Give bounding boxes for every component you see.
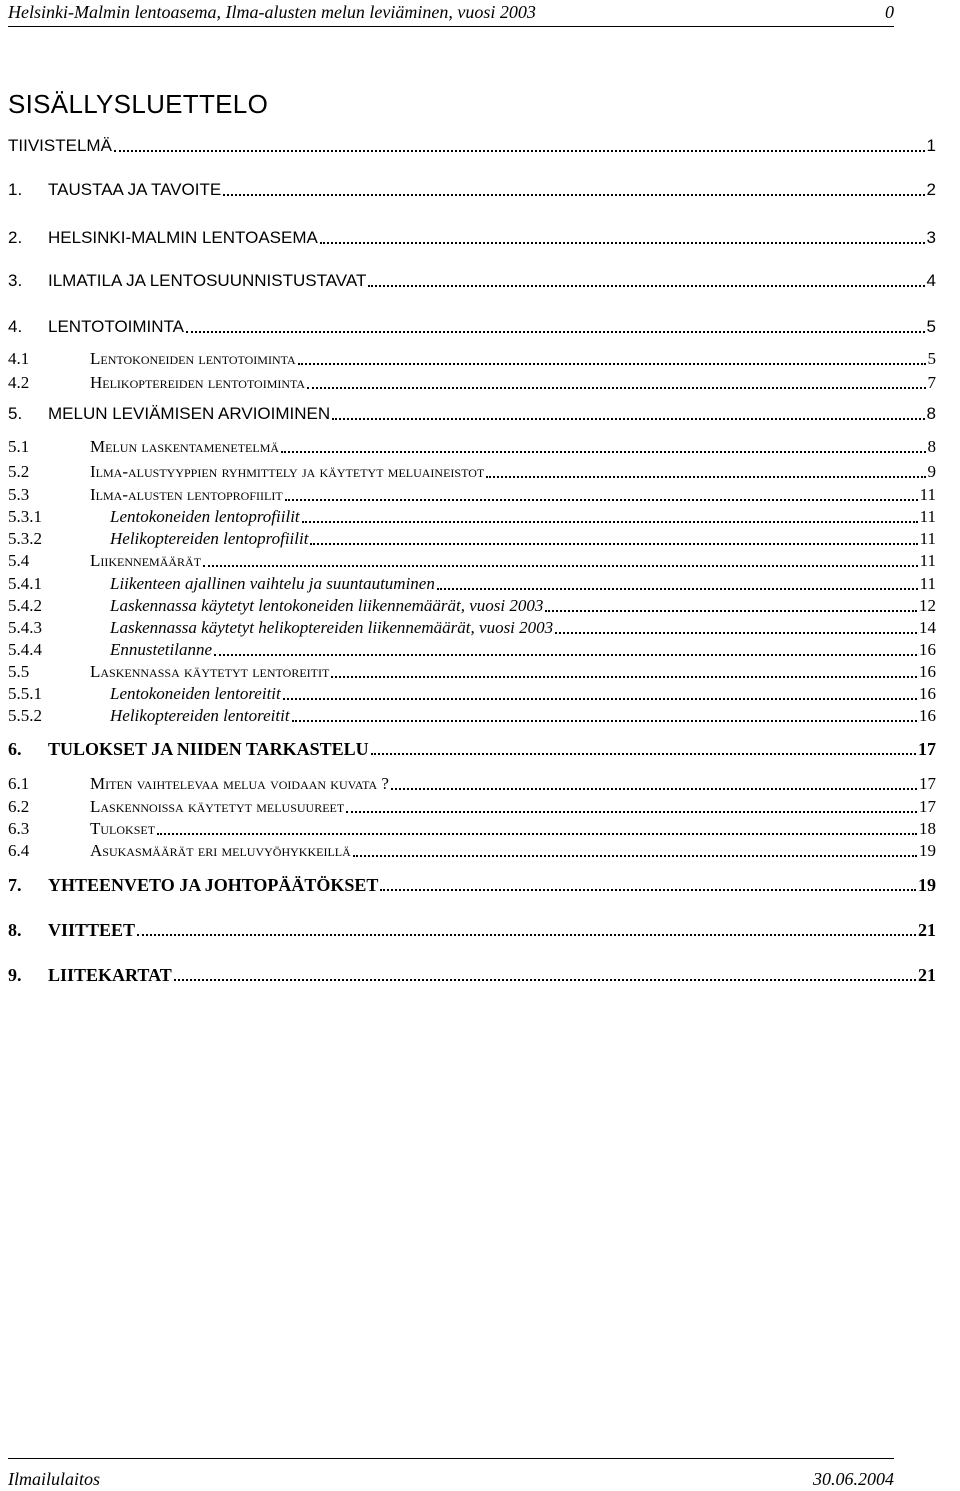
toc-entry-number: 4.1: [8, 349, 30, 368]
toc-entry-number: 5.2: [8, 462, 30, 481]
toc-entry-text: Tulokset: [90, 819, 156, 838]
toc-entry[interactable]: [8, 228, 936, 248]
toc-entry[interactable]: [8, 136, 936, 156]
toc-entry[interactable]: [8, 507, 936, 527]
toc-entry-text: Helikoptereiden lentotoiminta: [90, 373, 306, 392]
toc-entry-page: 16: [919, 662, 936, 681]
toc-entry-page: 19: [918, 875, 936, 895]
toc-entry-number: 7.: [8, 875, 22, 895]
toc-entry[interactable]: [8, 404, 936, 424]
toc-entry[interactable]: [8, 640, 936, 660]
toc-entry-text: Melun laskentamenetelmä: [90, 437, 280, 456]
header-page-number: 0: [885, 2, 894, 22]
toc-title: SISÄLLYSLUETTELO: [8, 89, 269, 119]
toc-entry-number: 5.5.2: [8, 706, 42, 725]
toc-entry[interactable]: [8, 920, 936, 940]
page-footer: [8, 1458, 894, 1489]
toc-entry-text: Helikoptereiden lentoprofiilit: [110, 529, 309, 548]
toc-entry-page: 21: [918, 965, 936, 985]
toc-entry[interactable]: [8, 739, 936, 759]
toc-entry[interactable]: [8, 706, 936, 726]
toc-entry-number: 5.5: [8, 662, 30, 681]
toc-entry[interactable]: [8, 574, 936, 594]
toc-entry-text: Laskennassa käytetyt lentokoneiden liikennemäärät, vuosi 2003: [110, 596, 544, 615]
toc-entry-number: 5.1: [8, 437, 30, 456]
toc-entry-text: TIIVISTELMÄ: [8, 136, 112, 155]
toc-entry-text: Liikennemäärät: [90, 551, 202, 570]
toc-entry[interactable]: [8, 684, 936, 704]
document-title: Helsinki-Malmin lentoasema, Ilma-alusten melun leviäminen, vuosi 2003: [8, 2, 536, 22]
toc-entry[interactable]: [8, 618, 936, 638]
toc-entry-page: 21: [918, 920, 936, 940]
toc-entry[interactable]: [8, 662, 936, 682]
toc-entry-number: 8.: [8, 920, 22, 940]
toc-entry[interactable]: [8, 271, 936, 291]
toc-entry-number: 5.3: [8, 485, 30, 504]
toc-entry[interactable]: [8, 485, 936, 505]
toc-entry-page: 3: [926, 228, 936, 247]
toc-entry[interactable]: [8, 965, 936, 985]
toc-entry-page: 17: [918, 739, 936, 759]
toc-entry-page: 2: [926, 180, 936, 199]
footer-organization: Ilmailulaitos: [8, 1469, 101, 1489]
toc-entry[interactable]: [8, 875, 936, 895]
toc-entry-page: 8: [927, 437, 936, 456]
toc-entry-text: Ennustetilanne: [110, 640, 212, 659]
toc-entry-page: 8: [926, 404, 936, 423]
toc-entry[interactable]: [8, 180, 936, 200]
toc-entry-number: 6.2: [8, 797, 30, 816]
toc-entry-text: Laskennoissa käytetyt melusuureet: [90, 797, 345, 816]
toc-entry-number: 1.: [8, 180, 23, 199]
toc-entry-page: 1: [926, 136, 936, 155]
toc-entry-text: Laskennassa käytetyt lentoreitit: [90, 662, 330, 681]
toc-entry-number: 5.4.4: [8, 640, 42, 659]
toc-entry[interactable]: [8, 841, 936, 861]
toc-entry-number: 6.4: [8, 841, 30, 860]
toc-entry-page: 11: [919, 485, 936, 504]
toc-entry-page: 11: [919, 551, 936, 570]
toc-entry-text: VIITTEET: [48, 920, 136, 940]
toc-entry-number: 3.: [8, 271, 23, 290]
toc-entry[interactable]: [8, 373, 936, 393]
toc-entry-page: 4: [926, 271, 936, 290]
toc-entry-text: Lentokoneiden lentoprofiilit: [110, 507, 300, 526]
toc-entry[interactable]: [8, 819, 936, 839]
toc-entry-number: 2.: [8, 228, 23, 247]
toc-entry-number: 5.3.1: [8, 507, 42, 526]
toc-entry-page: 16: [919, 684, 936, 703]
toc-entry-text: Miten vaihtelevaa melua voidaan kuvata ?: [90, 774, 389, 793]
toc-entry-page: 16: [919, 640, 936, 659]
toc-entry-text: Asukasmäärät eri meluvyöhykkeillä: [90, 841, 351, 860]
toc-entry-text: Helikoptereiden lentoreitit: [110, 706, 290, 725]
page-header: [8, 0, 894, 27]
toc-entry-number: 5.4.3: [8, 618, 42, 637]
toc-entry-page: 17: [919, 774, 936, 793]
toc-entry-text: MELUN LEVIÄMISEN ARVIOIMINEN: [48, 404, 331, 423]
toc-entry-page: 11: [919, 507, 936, 526]
toc-entry-number: 6.: [8, 739, 22, 759]
toc-entry-number: 5.5.1: [8, 684, 42, 703]
toc-entry-page: 12: [919, 596, 936, 615]
toc-entry-number: 5.3.2: [8, 529, 42, 548]
toc-entry-number: 5.4.1: [8, 574, 42, 593]
toc-entry-page: 11: [919, 574, 936, 593]
toc-entry-page: 19: [919, 841, 936, 860]
toc-entry[interactable]: [8, 529, 936, 549]
toc-entry-page: 7: [927, 373, 936, 392]
toc-entry[interactable]: [8, 596, 936, 616]
toc-entry-text: ILMATILA JA LENTOSUUNNISTUSTAVAT: [48, 271, 367, 290]
toc-entry-number: 4.: [8, 317, 23, 336]
toc-entry-number: 5.4.2: [8, 596, 42, 615]
toc-entry-text: YHTEENVETO JA JOHTOPÄÄTÖKSET: [48, 875, 379, 895]
toc-entry[interactable]: [8, 437, 936, 457]
toc-entry[interactable]: [8, 551, 936, 571]
toc-entry-page: 16: [919, 706, 936, 725]
toc-entry-page: 9: [927, 462, 936, 481]
toc-entry-number: 9.: [8, 965, 22, 985]
toc-entry-number: 6.1: [8, 774, 30, 793]
toc-entry-text: Ilma-alustyyppien ryhmittely ja käytetyt meluaineistot: [90, 462, 485, 481]
toc-entry[interactable]: [8, 797, 936, 817]
toc-entry-text: HELSINKI-MALMIN LENTOASEMA: [48, 228, 318, 247]
toc-entry-number: 5.4: [8, 551, 30, 570]
toc-entry-text: Liikenteen ajallinen vaihtelu ja suuntautuminen: [110, 574, 435, 593]
toc-entry-text: Lentokoneiden lentotoiminta: [90, 349, 296, 368]
toc-entry[interactable]: [8, 774, 936, 794]
toc-entry-text: Laskennassa käytetyt helikoptereiden liikennemäärät, vuosi 2003: [110, 618, 554, 637]
toc-entry[interactable]: [8, 349, 936, 369]
toc-entry[interactable]: [8, 317, 936, 337]
toc-entry-page: 11: [919, 529, 936, 548]
toc-entry-text: TULOKSET JA NIIDEN TARKASTELU: [48, 739, 369, 759]
toc-entry-number: 5.: [8, 404, 23, 423]
toc-entry-page: 18: [919, 819, 936, 838]
toc-entry-text: TAUSTAA JA TAVOITE: [48, 180, 222, 199]
toc-entry-page: 5: [927, 349, 936, 368]
toc-entry-text: LENTOTOIMINTA: [48, 317, 185, 336]
toc-entry-text: Lentokoneiden lentoreitit: [110, 684, 281, 703]
toc-entry-text: Ilma-alusten lentoprofiilit: [90, 485, 283, 504]
toc-entry-page: 14: [919, 618, 936, 637]
toc-entry-page: 5: [926, 317, 936, 336]
toc-entry-text: LIITEKARTAT: [48, 965, 172, 985]
toc-entry[interactable]: [8, 462, 936, 482]
footer-date: 30.06.2004: [813, 1469, 894, 1489]
toc-entry-number: 4.2: [8, 373, 30, 392]
toc-entry-number: 6.3: [8, 819, 30, 838]
toc-entry-page: 17: [919, 797, 936, 816]
